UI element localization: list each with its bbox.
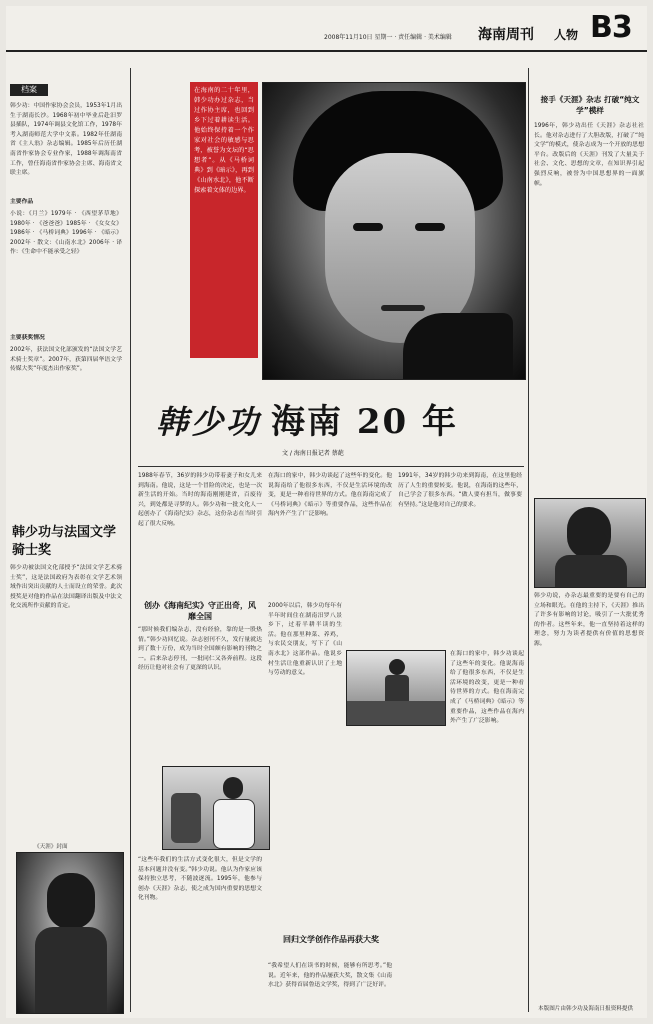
column-rule <box>130 68 131 1012</box>
article-col1b: “那时候我们编杂志，没有经验，靠的是一股热情。”韩少功回忆说。杂志创刊不久，发行量就达到了数十万份，成为当时全国颇有影响的刊物之一。后来杂志停刊，一批同仁又各奔前程。这段经历让他对社会有了更深的认识。 <box>138 627 262 672</box>
photo-field <box>346 650 446 726</box>
subheading-2: 回归文学创作作品再获大奖 <box>283 935 379 944</box>
portrait-body-shape <box>35 927 107 1013</box>
headline-name: 韩少功 <box>156 403 262 441</box>
page-code: B3 <box>590 10 632 45</box>
column-rule <box>528 68 529 1012</box>
main-headline <box>156 394 526 443</box>
farmer-head-shape <box>389 659 405 675</box>
portrait-eye <box>353 223 383 231</box>
awards-title: 主要获奖情况 <box>10 335 45 341</box>
photo-glasses-portrait <box>534 498 646 588</box>
main-portrait <box>262 82 526 380</box>
portrait-hand <box>403 313 513 379</box>
headline-rule <box>138 466 524 467</box>
person-head-shape <box>223 777 243 799</box>
photo-credit: 本版图片由韩少功及海南日报资料提供 <box>538 1006 634 1012</box>
profile-text: 韩少功：中国作家协会会员，1953年1月出生于湖南长沙。1968年初中毕业后赴汨罗县插队，1974年调县文化馆工作，1978年考入湖南师范大学中文系。1982年任湖南省《主人翁》杂志编辑。1985年后历任湖南省作家协会专业作家，1988年调海南省工作，曾任海南省作家协会主席、海南省文联主席。 <box>10 103 122 177</box>
right-article: 1996年，韩少功出任《天涯》杂志社社长。他对杂志进行了大胆改版，打破了“纯文学”的模式，使杂志成为一个开放的思想平台。改版后的《天涯》刊发了大量关于社会、文化、思想的文章，在知识界引起强烈反响，被誉为中国思想界的一面旗帜。 <box>534 123 644 187</box>
masthead-title: 海南周刊 <box>478 27 534 43</box>
portrait-eye <box>415 223 445 231</box>
man-head-shape <box>567 507 611 559</box>
photo-sitting <box>162 766 270 850</box>
side-article: 韩少功被法国文化部授予“法国文学艺术骑士奖”，这是法国政府为表彰在文学艺术领域作出突出贡献的人士而设立的荣誉。此次授奖是对他的作品在法国翻译出版及中法文化交流所作贡献的肯定。 <box>10 565 122 610</box>
article-col1c: “这些年我们的生活方式变化很大，但是文学的基本问题并没有变。”韩少功说。他认为作家应该保持独立思考，不随波逐流。1995年，他参与创办《天涯》杂志，使之成为国内重要的思想文化刊物。 <box>138 857 262 902</box>
portrait-mouth <box>381 305 425 311</box>
right-article-2: 韩少功说，办杂志最重要的是要有自己的立场和眼光。在他的主持下，《天涯》推出了许多有影响的讨论，吸引了一大批优秀的作者。这些年来，他一直坚持着这样的理念，努力为读者提供有价值的思想资源。 <box>534 593 644 647</box>
works-title: 主要作品 <box>10 199 34 205</box>
article-col2: 在海口的家中，韩少功谈起了这些年的变化。他说海南给了他很多东西，不仅是生活环境的改变，更是一种看待世界的方式。他在海南完成了《马桥词典》《暗示》等重要作品，这些作品在海内外产生了广泛影响。 <box>268 473 392 518</box>
right-headline: 接手《天涯》杂志 打破“纯文学”模样 <box>540 95 640 115</box>
left-portrait-photo <box>16 852 124 1014</box>
byline: 文 / 海南日报记者 蔡葩 <box>282 450 344 457</box>
intro-red-box: 在海南的二十年里，韩少功办过杂志，当过作协主席，也回到乡下过着耕读生活。他始终保持着一个作家对社会的敏感与思考，被誉为文坛的“思想者”。从《马桥词典》到《暗示》，再到《山南水北》，他不断探索着文体的边界。 <box>190 82 258 358</box>
chair-shape <box>171 793 201 843</box>
masthead-section: 人物 <box>554 28 579 42</box>
headline-rest: 海南 20 年 <box>271 402 459 442</box>
awards-text: 2002年，获法国文化部颁发的“法国文学艺术骑士奖章”。2007年，获第四届华语文学传媒大奖“年度杰出作家奖”。 <box>10 347 122 373</box>
archive-tag: 档案 <box>10 84 48 96</box>
newspaper-page <box>6 6 647 1018</box>
left-photo-caption: 《天涯》封面 <box>34 844 68 850</box>
article-col2-wrap: 2000年以后，韩少功每年有半年时间住在湖南汨罗八景乡下，过着半耕半读的生活。他在那里种菜、养鸡，与农民交朋友，写下了《山南水北》这部作品。他说乡村生活让他重新认识了土地与劳动的意义。 <box>268 603 342 677</box>
field-ground-shape <box>347 701 445 725</box>
side-headline: 韩少功与法国文学骑士奖 <box>12 525 117 558</box>
portrait-head-shape <box>47 873 95 929</box>
works-text: 小说：《月兰》1979年 · 《西望茅草地》1980年 · 《爸爸爸》1985年 · 《女女女》1986年 · 《马桥词典》1996年 · 《暗示》2002年 · 散文：《山南水北》2006年 · 译作：《生命中不能承受之轻》 <box>10 211 122 256</box>
article-col3: 1991年，34岁的韩少功来到海南，在这里他经历了人生的重要转变。他说，在海南的这些年，自己学会了很多东西。“做人要有担当，做事要有坚持。”这是他对自己的要求。 <box>398 473 522 508</box>
man-body-shape <box>555 555 627 587</box>
masthead-meta: 2008年11月10日 星期一 · 责任编辑 · 美术编辑 <box>324 34 452 41</box>
subheading-1: 创办《海南纪实》守正出奇，风靡全国 <box>144 601 256 621</box>
article-col2b: “我希望人们在读书的时候，能够有所思考。”他说。近年来，他的作品屡获大奖，散文集《山南水北》获得首届鲁迅文学奖，得到了广泛好评。 <box>268 963 392 989</box>
article-col1: 1988年春节，36岁的韩少功带着妻子和女儿来到海南。他说，这是一个冒险的决定，也是一次新生活的开始。当时的海南刚刚建省，百废待兴，到处都是寻梦的人。韩少功和一批文化人一起创办了《海南纪实》杂志，这份杂志在当时引起了很大反响。 <box>138 473 262 527</box>
masthead <box>6 6 647 52</box>
article-col3b: 在海口的家中，韩少功谈起了这些年的变化。他说海南给了他很多东西，不仅是生活环境的改变，更是一种看待世界的方式。他在海南完成了《马桥词典》《暗示》等重要作品，这些作品在海内外产生了广泛影响。 <box>450 651 524 725</box>
person-body-shape <box>213 799 255 849</box>
